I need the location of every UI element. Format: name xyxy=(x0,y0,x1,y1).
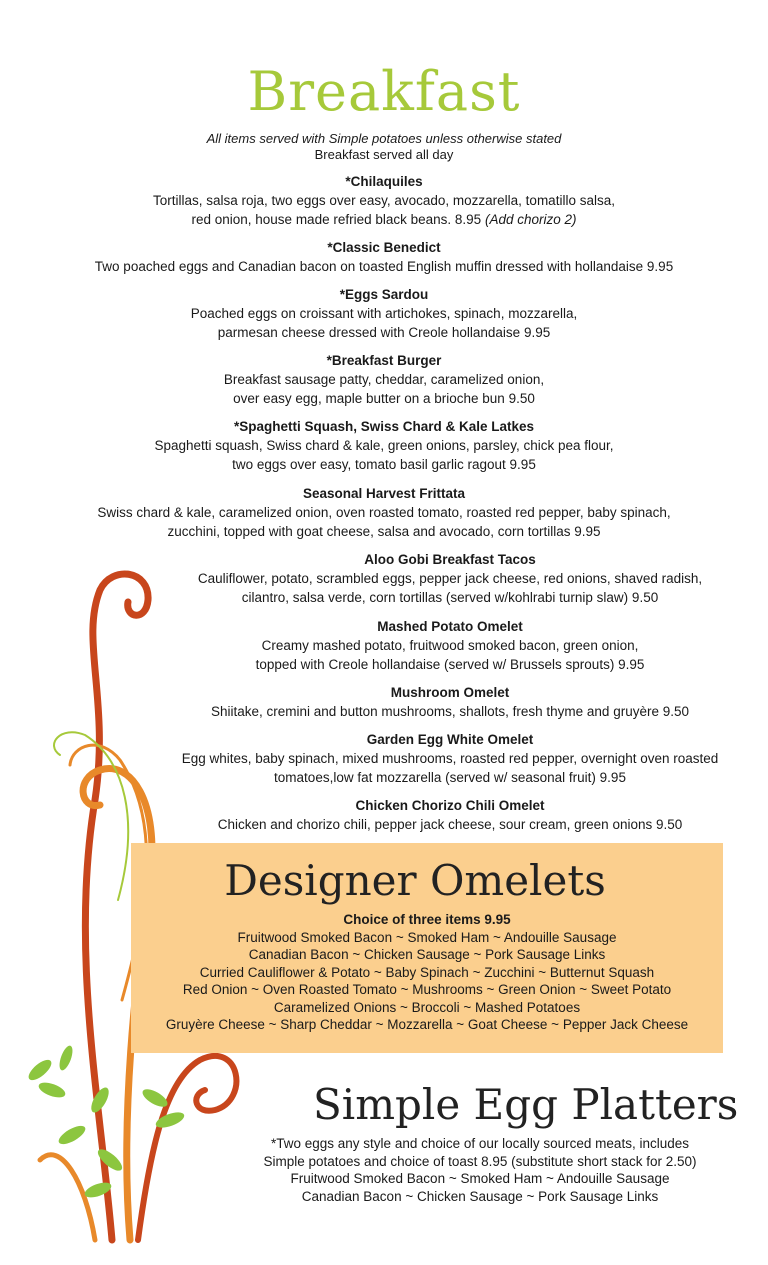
item-name: Mushroom Omelet xyxy=(390,685,510,700)
menu-item xyxy=(0,172,768,229)
item-description: Shiitake, cremini and button mushrooms, shallots, fresh thyme and gruyère 9.50 xyxy=(211,704,689,719)
menu-item xyxy=(170,617,730,674)
leaf xyxy=(83,1180,113,1201)
designer-choice-line: Choice of three items 9.95 xyxy=(343,912,511,927)
item-description: Tortillas, salsa roja, two eggs over easy, avocado, mozzarella, tomatillo salsa, xyxy=(153,193,615,208)
designer-option-line: Red Onion ~ Oven Roasted Tomato ~ Mushrooms ~ Green Onion ~ Sweet Potato xyxy=(182,982,672,997)
leaf xyxy=(140,1086,170,1110)
item-description: tomatoes,low fat mozzarella (served w/ seasonal fruit) 9.95 xyxy=(274,770,626,785)
menu-item xyxy=(0,285,768,342)
item-description: parmesan cheese dressed with Creole hollandaise 9.95 xyxy=(217,325,551,340)
platter-line: Fruitwood Smoked Bacon ~ Smoked Ham ~ Andouille Sausage xyxy=(290,1171,670,1186)
menu-item xyxy=(170,550,730,607)
item-name: Chicken Chorizo Chili Omelet xyxy=(355,798,545,813)
menu-item xyxy=(0,351,768,408)
simple-egg-platters-title: Simple Egg Platters xyxy=(313,1080,739,1129)
item-name: *Spaghetti Squash, Swiss Chard & Kale Latkes xyxy=(233,419,535,434)
item-name: *Classic Benedict xyxy=(327,240,441,255)
leaf xyxy=(25,1056,54,1083)
menu-item xyxy=(0,417,768,474)
item-name: Seasonal Harvest Frittata xyxy=(302,486,466,501)
leaf xyxy=(37,1080,67,1101)
item-description: Poached eggs on croissant with artichokes, spinach, mozzarella, xyxy=(190,306,578,321)
item-description: two eggs over easy, tomato basil garlic ragout 9.95 xyxy=(232,457,536,472)
menu-item xyxy=(170,796,730,834)
designer-option-line: Curried Cauliflower & Potato ~ Baby Spinach ~ Zucchini ~ Butternut Squash xyxy=(199,964,655,980)
platter-line: Canadian Bacon ~ Chicken Sausage ~ Pork Sausage Links xyxy=(301,1188,659,1204)
item-name: *Eggs Sardou xyxy=(339,287,429,302)
designer-omelets-list xyxy=(131,911,723,1034)
leaf xyxy=(95,1146,126,1174)
item-description: over easy egg, maple butter on a brioche bun 9.50 xyxy=(233,391,535,406)
item-description: Chicken and chorizo chili, pepper jack cheese, sour cream, green onions 9.50 xyxy=(217,817,683,832)
platter-line: *Two eggs any style and choice of our locally sourced meats, includes xyxy=(271,1136,689,1151)
item-name: *Breakfast Burger xyxy=(326,353,442,368)
served-all-day-note: Breakfast served all day xyxy=(314,147,454,162)
item-description: Egg whites, baby spinach, mixed mushrooms, roasted red pepper, overnight oven roasted xyxy=(181,751,719,766)
item-description: zucchini, topped with goat cheese, salsa and avocado, corn tortillas 9.95 xyxy=(167,524,601,539)
item-description: Two poached eggs and Canadian bacon on toasted English muffin dressed with hollandaise 9.95 xyxy=(94,259,674,274)
menu-item xyxy=(0,484,768,541)
designer-option-line: Gruyère Cheese ~ Sharp Cheddar ~ Mozzarella ~ Goat Cheese ~ Pepper Jack Cheese xyxy=(165,1017,689,1032)
item-description-text: red onion, house made refried black beans. 8.95 xyxy=(191,212,482,227)
designer-omelets-title: Designer Omelets xyxy=(224,856,606,905)
item-description: Creamy mashed potato, fruitwood smoked bacon, green onion, xyxy=(261,638,639,653)
item-name: Mashed Potato Omelet xyxy=(377,619,523,634)
item-description: Cauliflower, potato, scrambled eggs, pepper jack cheese, red onions, shaved radish, xyxy=(197,571,703,586)
item-name: Garden Egg White Omelet xyxy=(366,732,534,747)
leaf xyxy=(88,1085,112,1115)
leaf xyxy=(154,1109,186,1131)
simple-egg-platters-list xyxy=(200,1135,760,1205)
designer-option-line: Caramelized Onions ~ Broccoli ~ Mashed Potatoes xyxy=(273,999,581,1015)
item-name: Aloo Gobi Breakfast Tacos xyxy=(364,552,536,567)
leaf xyxy=(56,1122,88,1147)
designer-option-line: Canadian Bacon ~ Chicken Sausage ~ Pork Sausage Links xyxy=(248,947,606,962)
menu-item xyxy=(150,730,750,787)
platter-line: Simple potatoes and choice of toast 8.95 (substitute short stack for 2.50) xyxy=(263,1153,697,1169)
breakfast-intro xyxy=(0,131,768,163)
menu-item xyxy=(0,238,768,276)
item-name: *Chilaquiles xyxy=(345,174,423,189)
served-with-note: All items served with Simple potatoes unless otherwise stated xyxy=(206,131,562,146)
leaf xyxy=(57,1044,75,1072)
vine-stem-4 xyxy=(40,1155,95,1240)
designer-option-line: Fruitwood Smoked Bacon ~ Smoked Ham ~ Andouille Sausage xyxy=(237,929,617,945)
breakfast-title: Breakfast xyxy=(247,60,521,123)
item-description: topped with Creole hollandaise (served w/ Brussels sprouts) 9.95 xyxy=(255,657,645,672)
item-description xyxy=(0,210,768,229)
item-addon: (Add chorizo 2) xyxy=(484,212,577,227)
menu-item xyxy=(170,683,730,721)
item-description: cilantro, salsa verde, corn tortillas (served w/kohlrabi turnip slaw) 9.50 xyxy=(241,590,659,605)
item-description: Swiss chard & kale, caramelized onion, oven roasted tomato, roasted red pepper, baby spinach, xyxy=(97,505,671,520)
item-description: Spaghetti squash, Swiss chard & kale, green onions, parsley, chick pea flour, xyxy=(154,438,614,453)
item-description: Breakfast sausage patty, cheddar, caramelized onion, xyxy=(223,372,545,387)
